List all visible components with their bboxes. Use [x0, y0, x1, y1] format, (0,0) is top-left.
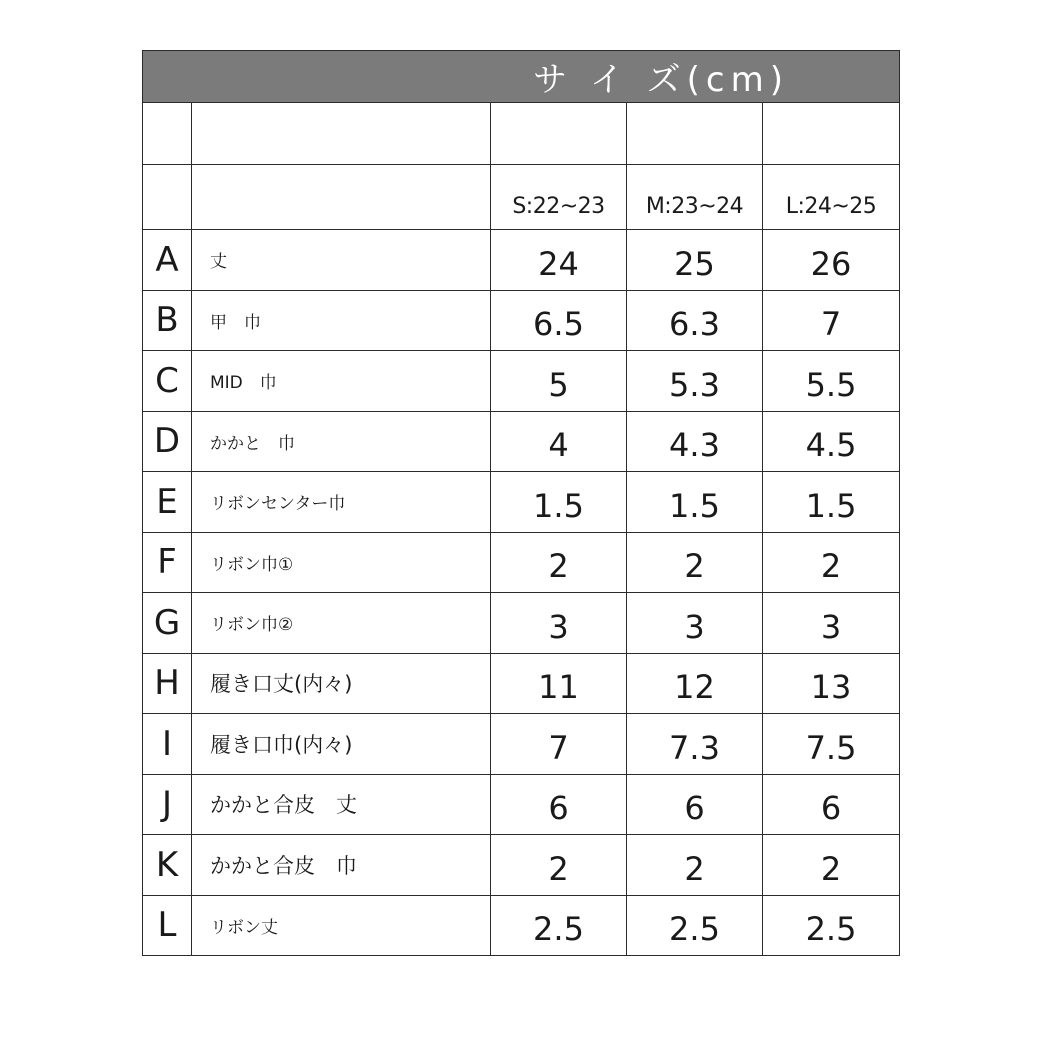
value-m: 3 [627, 593, 763, 654]
table-row [143, 472, 900, 533]
blank-cell [491, 103, 627, 165]
value-l: 2 [763, 835, 900, 896]
blank-cell [192, 103, 491, 165]
value-l: 7 [763, 290, 900, 351]
value-l: 3 [763, 593, 900, 654]
value-m: 2 [627, 835, 763, 896]
row-label: MID 巾 [192, 351, 491, 412]
value-s: 1.5 [491, 472, 627, 533]
table-row [143, 593, 900, 654]
blank-cell [143, 103, 192, 165]
value-m: 25 [627, 230, 763, 291]
size-header-row [143, 165, 900, 230]
row-letter: E [143, 472, 192, 533]
value-l: 26 [763, 230, 900, 291]
value-m: 2.5 [627, 895, 763, 956]
row-letter: F [143, 532, 192, 593]
value-s: 6 [491, 774, 627, 835]
row-label: リボン巾② [192, 593, 491, 654]
row-letter: C [143, 351, 192, 412]
value-s: 5 [491, 351, 627, 412]
row-letter: J [143, 774, 192, 835]
value-l: 5.5 [763, 351, 900, 412]
row-label: リボン丈 [192, 895, 491, 956]
table-row [143, 895, 900, 956]
row-letter: G [143, 593, 192, 654]
row-label: かかと合皮 丈 [192, 774, 491, 835]
row-letter: I [143, 714, 192, 775]
value-l: 6 [763, 774, 900, 835]
table-row [143, 351, 900, 412]
blank-row [143, 103, 900, 165]
value-s: 3 [491, 593, 627, 654]
value-m: 6 [627, 774, 763, 835]
row-label: リボン巾① [192, 532, 491, 593]
table-row [143, 230, 900, 291]
table-row [143, 532, 900, 593]
value-s: 2 [491, 835, 627, 896]
value-l: 1.5 [763, 472, 900, 533]
value-l: 13 [763, 653, 900, 714]
size-header-m: M:23~24 [627, 165, 763, 230]
value-s: 2.5 [491, 895, 627, 956]
row-label: 履き口巾(内々) [192, 714, 491, 775]
value-l: 2.5 [763, 895, 900, 956]
value-s: 11 [491, 653, 627, 714]
row-letter: B [143, 290, 192, 351]
value-s: 2 [491, 532, 627, 593]
row-label: リボンセンター巾 [192, 472, 491, 533]
row-label: かかと合皮 巾 [192, 835, 491, 896]
size-table [142, 50, 900, 956]
value-s: 4 [491, 411, 627, 472]
blank-cell [192, 165, 491, 230]
value-m: 4.3 [627, 411, 763, 472]
table-title: サ イ ズ(cm) [143, 51, 900, 103]
value-l: 7.5 [763, 714, 900, 775]
value-l: 2 [763, 532, 900, 593]
table-row [143, 774, 900, 835]
blank-cell [763, 103, 900, 165]
size-header-s: S:22~23 [491, 165, 627, 230]
value-s: 24 [491, 230, 627, 291]
value-s: 7 [491, 714, 627, 775]
row-letter: H [143, 653, 192, 714]
row-label: 履き口丈(内々) [192, 653, 491, 714]
row-label: 丈 [192, 230, 491, 291]
value-s: 6.5 [491, 290, 627, 351]
row-label: かかと 巾 [192, 411, 491, 472]
table-row [143, 290, 900, 351]
title-row [143, 51, 900, 103]
row-letter: A [143, 230, 192, 291]
value-m: 12 [627, 653, 763, 714]
row-label: 甲 巾 [192, 290, 491, 351]
value-m: 2 [627, 532, 763, 593]
row-letter: L [143, 895, 192, 956]
table-row [143, 411, 900, 472]
value-m: 1.5 [627, 472, 763, 533]
table-row [143, 835, 900, 896]
table-row [143, 653, 900, 714]
value-l: 4.5 [763, 411, 900, 472]
value-m: 6.3 [627, 290, 763, 351]
size-header-l: L:24~25 [763, 165, 900, 230]
blank-cell [143, 165, 192, 230]
blank-cell [627, 103, 763, 165]
value-m: 7.3 [627, 714, 763, 775]
table-row [143, 714, 900, 775]
value-m: 5.3 [627, 351, 763, 412]
row-letter: K [143, 835, 192, 896]
row-letter: D [143, 411, 192, 472]
